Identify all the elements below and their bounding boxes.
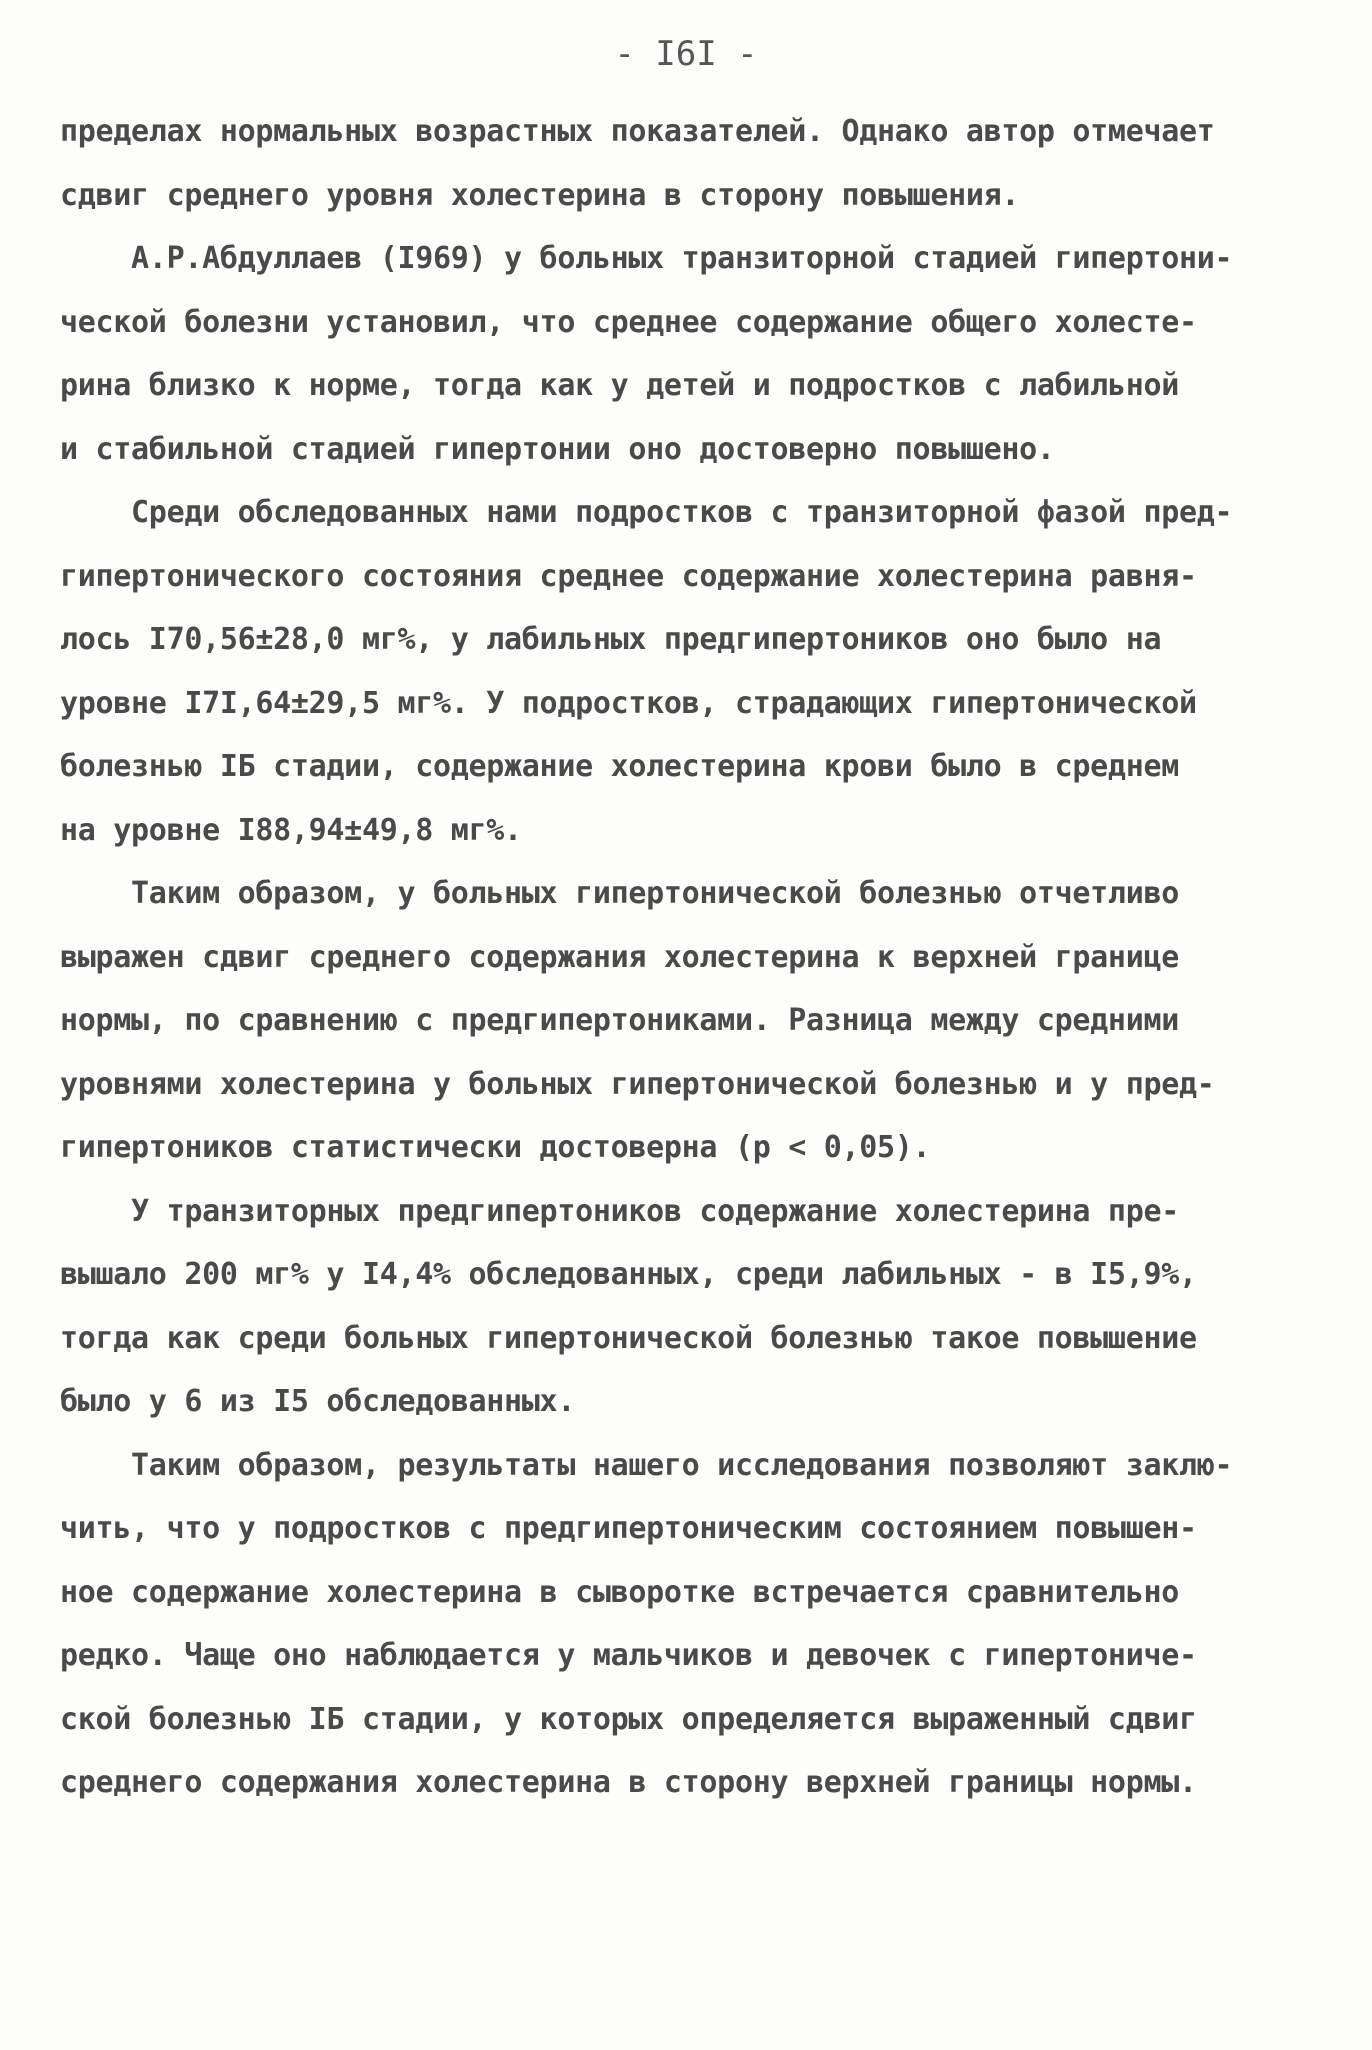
text-line: болезнью IБ стадии, содержание холестерина крови было в среднем bbox=[60, 749, 1179, 784]
text-line: А.Р.Абдуллаев (I969) у больных транзиторной стадией гипертони- bbox=[60, 241, 1233, 276]
body-text bbox=[60, 100, 1322, 1815]
text-line: гипертоников статистически достоверна (р < 0,05). bbox=[60, 1130, 931, 1165]
text-line: ской болезнью IБ стадии, у которых определяется выраженный сдвиг bbox=[60, 1701, 1197, 1737]
text-line: гипертонического состояния среднее содержание холестерина равня- bbox=[60, 558, 1197, 594]
text-line: вышало 200 мг% у I4,4% обследованных, среди лабильных - в I5,9%, bbox=[60, 1257, 1197, 1292]
text-line: чить, что у подростков с предгипертоническим состоянием повышен- bbox=[60, 1511, 1197, 1546]
text-line: было у 6 из I5 обследованных. bbox=[60, 1384, 576, 1419]
text-line: нормы, по сравнению с предгипертониками. Разница между средними bbox=[60, 1003, 1179, 1038]
text-line: редко. Чаще оно наблюдается у мальчиков и девочек с гипертониче- bbox=[60, 1638, 1197, 1673]
text-line: уровнями холестерина у больных гипертонической болезнью и у пред- bbox=[60, 1066, 1215, 1102]
text-line: пределах нормальных возрастных показателей. Однако автор отмечает bbox=[60, 114, 1215, 149]
text-line: Среди обследованных нами подростков с транзиторной фазой пред- bbox=[60, 495, 1233, 530]
text-line: среднего содержания холестерина в сторону верхней границы нормы. bbox=[60, 1765, 1197, 1800]
text-line: рина близко к норме, тогда как у детей и подростков с лабильной bbox=[60, 368, 1179, 403]
text-line: Таким образом, результаты нашего исследования позволяют заклю- bbox=[60, 1447, 1233, 1483]
text-line: сдвиг среднего уровня холестерина в сторону повышения. bbox=[60, 177, 1020, 213]
text-line: и стабильной стадией гипертонии оно достоверно повышено. bbox=[60, 431, 1055, 467]
text-line: уровне I7I,64±29,5 мг%. У подростков, страдающих гипертонической bbox=[60, 685, 1197, 721]
text-line: лось I70,56±28,0 мг%, у лабильных предгипертоников оно было на bbox=[60, 622, 1162, 657]
text-line: У транзиторных предгипертоников содержание холестерина пре- bbox=[60, 1193, 1179, 1229]
text-line: ческой болезни установил, что среднее содержание общего холесте- bbox=[60, 304, 1197, 340]
text-line: выражен сдвиг среднего содержания холестерина к верхней границе bbox=[60, 939, 1179, 975]
text-line: ное содержание холестерина в сыворотке встречается сравнительно bbox=[60, 1574, 1179, 1610]
page-number: - I6I - bbox=[614, 34, 758, 74]
text-line: на уровне I88,94±49,8 мг%. bbox=[60, 812, 522, 848]
text-line: Таким образом, у больных гипертонической болезнью отчетливо bbox=[60, 876, 1179, 911]
text-line: тогда как среди больных гипертонической болезнью такое повышение bbox=[60, 1320, 1197, 1356]
